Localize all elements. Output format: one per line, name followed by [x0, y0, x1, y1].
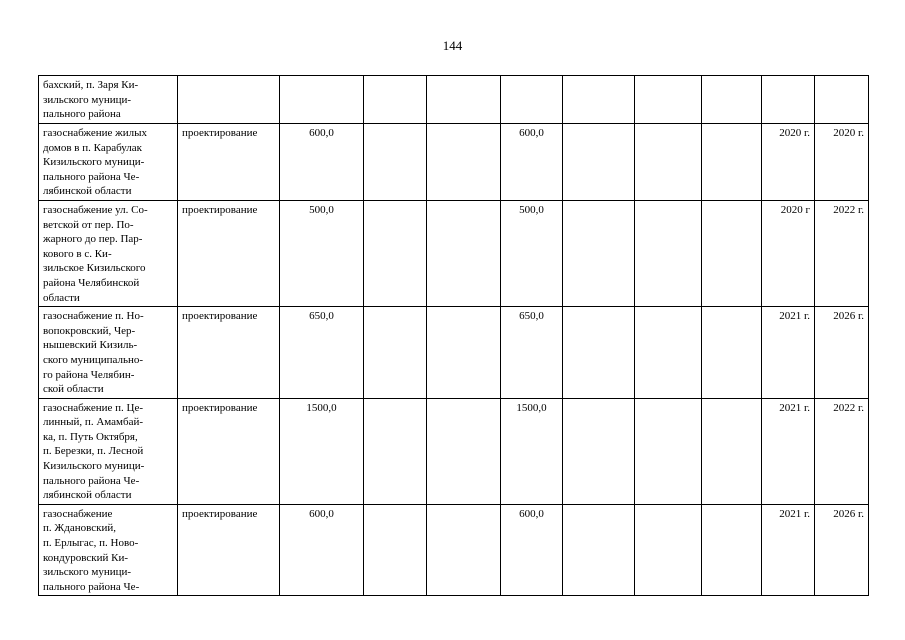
cell-stage: проектирование [178, 398, 280, 504]
cell-start: 2021 г. [762, 504, 815, 596]
description-line: п. Березки, п. Лесной [43, 445, 144, 458]
table-row [39, 504, 869, 596]
description-line: нышевский Кизиль- [43, 339, 138, 352]
description-line: ской области [43, 383, 104, 396]
cell-col6: 600,0 [501, 504, 563, 596]
cell-total [280, 76, 364, 124]
cell-col4 [364, 200, 427, 306]
cell-stage [178, 76, 280, 124]
cell-stage: проектирование [178, 200, 280, 306]
cell-col6 [501, 76, 563, 124]
cell-col6: 650,0 [501, 307, 563, 399]
cell-col5 [427, 307, 501, 399]
object-description [39, 307, 178, 399]
cell-col6: 1500,0 [501, 398, 563, 504]
description-line: ского муниципально- [43, 353, 144, 366]
description-line: п. Ерлыгас, п. Ново- [43, 537, 139, 550]
description-line: ка, п. Путь Октября, [43, 430, 138, 443]
cell-col8 [635, 398, 702, 504]
cell-col9 [702, 307, 762, 399]
description-line: пального района Че- [43, 170, 140, 183]
table-row [39, 200, 869, 306]
description-line: газоснабжение [43, 507, 113, 520]
cell-col9 [702, 504, 762, 596]
table-row [39, 76, 869, 124]
description-line: домов в п. Карабулак [43, 141, 142, 154]
cell-col7 [563, 307, 635, 399]
description-line: газоснабжение п. Це- [43, 401, 144, 414]
cell-total: 600,0 [280, 124, 364, 201]
description-line: зильского муници- [43, 566, 132, 579]
cell-col7 [563, 124, 635, 201]
page-number: 144 [442, 38, 463, 53]
cell-stage: проектирование [178, 504, 280, 596]
cell-col7 [563, 200, 635, 306]
description-line: газоснабжение п. Но- [43, 310, 144, 323]
cell-end: 2020 г. [815, 124, 869, 201]
table-row [39, 398, 869, 504]
description-line: газоснабжение ул. Со- [43, 203, 148, 216]
cell-col4 [364, 76, 427, 124]
cell-col4 [364, 307, 427, 399]
cell-col6: 500,0 [501, 200, 563, 306]
cell-start: 2021 г. [762, 307, 815, 399]
table-row [39, 124, 869, 201]
description-line: линный, п. Амамбай- [43, 416, 144, 429]
description-line: лябинской области [43, 489, 132, 502]
description-line: газоснабжение жилых [43, 127, 148, 139]
cell-col5 [427, 398, 501, 504]
cell-col7 [563, 76, 635, 124]
cell-end: 2022 г. [815, 398, 869, 504]
description-line: Кизильского муници- [43, 460, 145, 473]
cell-end: 2026 г. [815, 504, 869, 596]
cell-col9 [702, 76, 762, 124]
description-line: зильское Кизильского [43, 262, 146, 275]
cell-col8 [635, 200, 702, 306]
object-description [39, 124, 178, 201]
cell-end [815, 76, 869, 124]
investment-table [38, 75, 869, 596]
description-line: Кизильского муници- [43, 156, 145, 169]
cell-col4 [364, 398, 427, 504]
description-line: района Челябинской [43, 276, 140, 289]
description-line: пального района Че- [43, 580, 140, 593]
description-line: кового в с. Ки- [43, 247, 112, 260]
cell-col5 [427, 200, 501, 306]
description-line: вопокровский, Чер- [43, 324, 136, 337]
object-description [39, 76, 178, 124]
cell-stage: проектирование [178, 307, 280, 399]
cell-col6: 600,0 [501, 124, 563, 201]
cell-start: 2020 г. [762, 124, 815, 201]
description-line: го района Челябин- [43, 368, 135, 381]
cell-col5 [427, 76, 501, 124]
cell-start: 2020 г [762, 200, 815, 306]
cell-start: 2021 г. [762, 398, 815, 504]
description-line: области [43, 291, 80, 304]
description-line: зильского муници- [43, 93, 132, 106]
cell-col8 [635, 504, 702, 596]
description-line: ветской от пер. По- [43, 218, 134, 231]
description-line: бахский, п. Заря Ки- [43, 79, 139, 91]
description-line: лябинской области [43, 185, 132, 198]
table-row [39, 307, 869, 399]
cell-total: 650,0 [280, 307, 364, 399]
cell-col8 [635, 307, 702, 399]
cell-col8 [635, 76, 702, 124]
description-line: п. Ждановский, [43, 522, 116, 535]
cell-total: 1500,0 [280, 398, 364, 504]
description-line: пального района [43, 108, 121, 121]
description-line: кондуровский Ки- [43, 551, 129, 564]
cell-col9 [702, 398, 762, 504]
cell-end: 2022 г. [815, 200, 869, 306]
description-line: пального района Че- [43, 474, 140, 487]
object-description [39, 504, 178, 596]
cell-stage: проектирование [178, 124, 280, 201]
cell-total: 500,0 [280, 200, 364, 306]
cell-col8 [635, 124, 702, 201]
cell-col7 [563, 398, 635, 504]
cell-start [762, 76, 815, 124]
description-line: жарного до пер. Пар- [43, 233, 143, 246]
object-description [39, 200, 178, 306]
cell-total: 600,0 [280, 504, 364, 596]
cell-col9 [702, 124, 762, 201]
cell-end: 2026 г. [815, 307, 869, 399]
cell-col5 [427, 504, 501, 596]
cell-col4 [364, 504, 427, 596]
cell-col5 [427, 124, 501, 201]
cell-col7 [563, 504, 635, 596]
cell-col9 [702, 200, 762, 306]
object-description [39, 398, 178, 504]
cell-col4 [364, 124, 427, 201]
